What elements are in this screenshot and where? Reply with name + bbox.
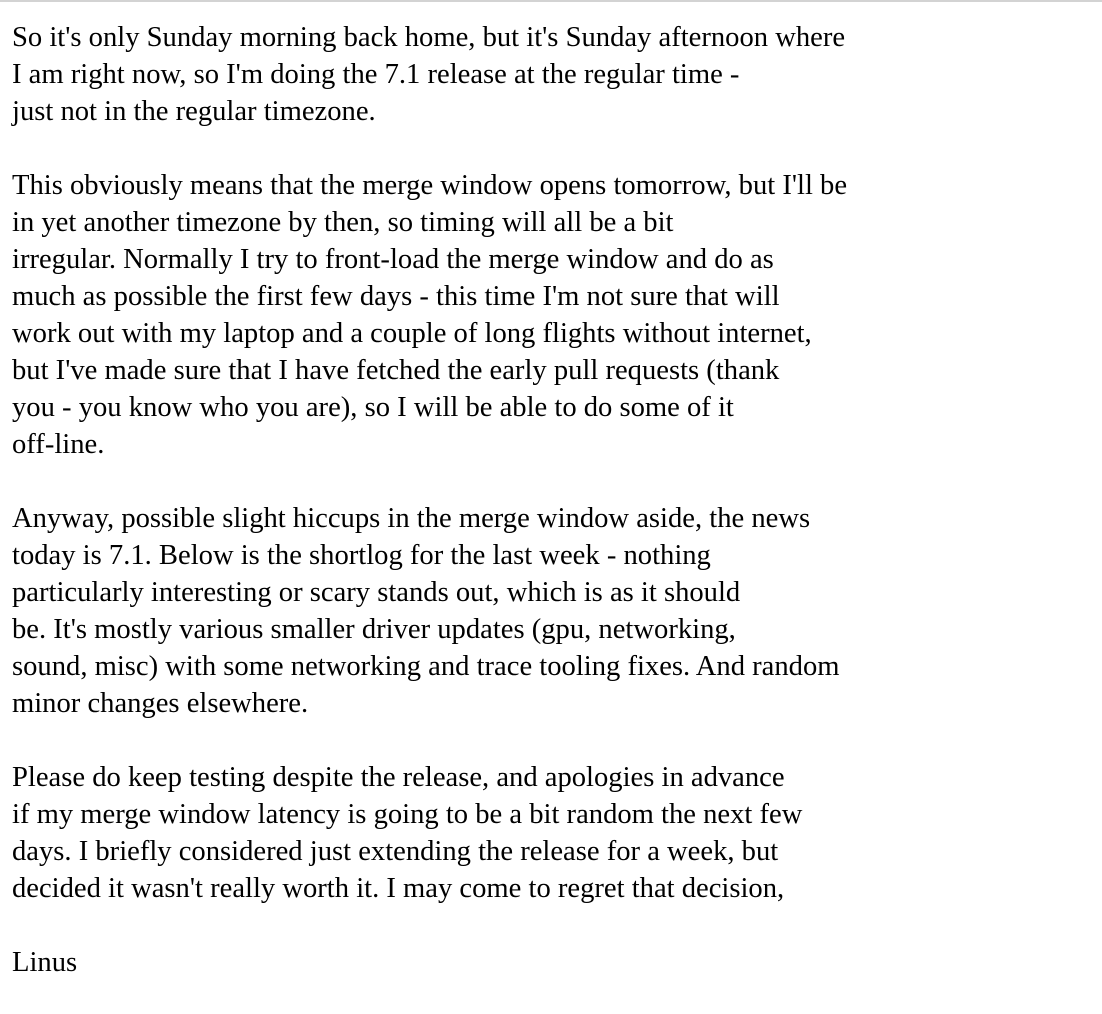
text-line: I am right now, so I'm doing the 7.1 release at the regular time - bbox=[12, 59, 740, 90]
email-body bbox=[12, 19, 1092, 981]
text-line: Anyway, possible slight hiccups in the merge window aside, the news bbox=[12, 503, 811, 534]
text-line: but I've made sure that I have fetched the early pull requests (thank bbox=[12, 355, 780, 386]
paragraph-2 bbox=[12, 167, 1092, 463]
text-line: in yet another timezone by then, so timing will all be a bit bbox=[12, 207, 674, 238]
paragraph-4 bbox=[12, 759, 1092, 907]
paragraph-1 bbox=[12, 19, 1092, 130]
text-line: just not in the regular timezone. bbox=[12, 96, 376, 127]
text-line: if my merge window latency is going to be a bit random the next few bbox=[12, 799, 803, 830]
text-line: off-line. bbox=[12, 429, 105, 460]
text-line: be. It's mostly various smaller driver updates (gpu, networking, bbox=[12, 614, 736, 645]
text-line: work out with my laptop and a couple of long flights without internet, bbox=[12, 318, 812, 349]
text-line: So it's only Sunday morning back home, but it's Sunday afternoon where bbox=[12, 22, 846, 53]
text-line: today is 7.1. Below is the shortlog for the last week - nothing bbox=[12, 540, 711, 571]
paragraph-3 bbox=[12, 500, 1092, 722]
signature-name: Linus bbox=[12, 947, 78, 978]
text-line: irregular. Normally I try to front-load the merge window and do as bbox=[12, 244, 774, 275]
text-line: you - you know who you are), so I will be able to do some of it bbox=[12, 392, 734, 423]
text-line: particularly interesting or scary stands out, which is as it should bbox=[12, 577, 741, 608]
text-line: decided it wasn't really worth it. I may come to regret that decision, bbox=[12, 873, 785, 904]
top-divider bbox=[0, 0, 1102, 2]
text-line: Please do keep testing despite the release, and apologies in advance bbox=[12, 762, 785, 793]
text-line: much as possible the first few days - this time I'm not sure that will bbox=[12, 281, 780, 312]
text-line: minor changes elsewhere. bbox=[12, 688, 309, 719]
text-line: sound, misc) with some networking and trace tooling fixes. And random bbox=[12, 651, 840, 682]
signature bbox=[12, 944, 1092, 981]
text-line: This obviously means that the merge window opens tomorrow, but I'll be bbox=[12, 170, 848, 201]
text-line: days. I briefly considered just extending the release for a week, but bbox=[12, 836, 779, 867]
